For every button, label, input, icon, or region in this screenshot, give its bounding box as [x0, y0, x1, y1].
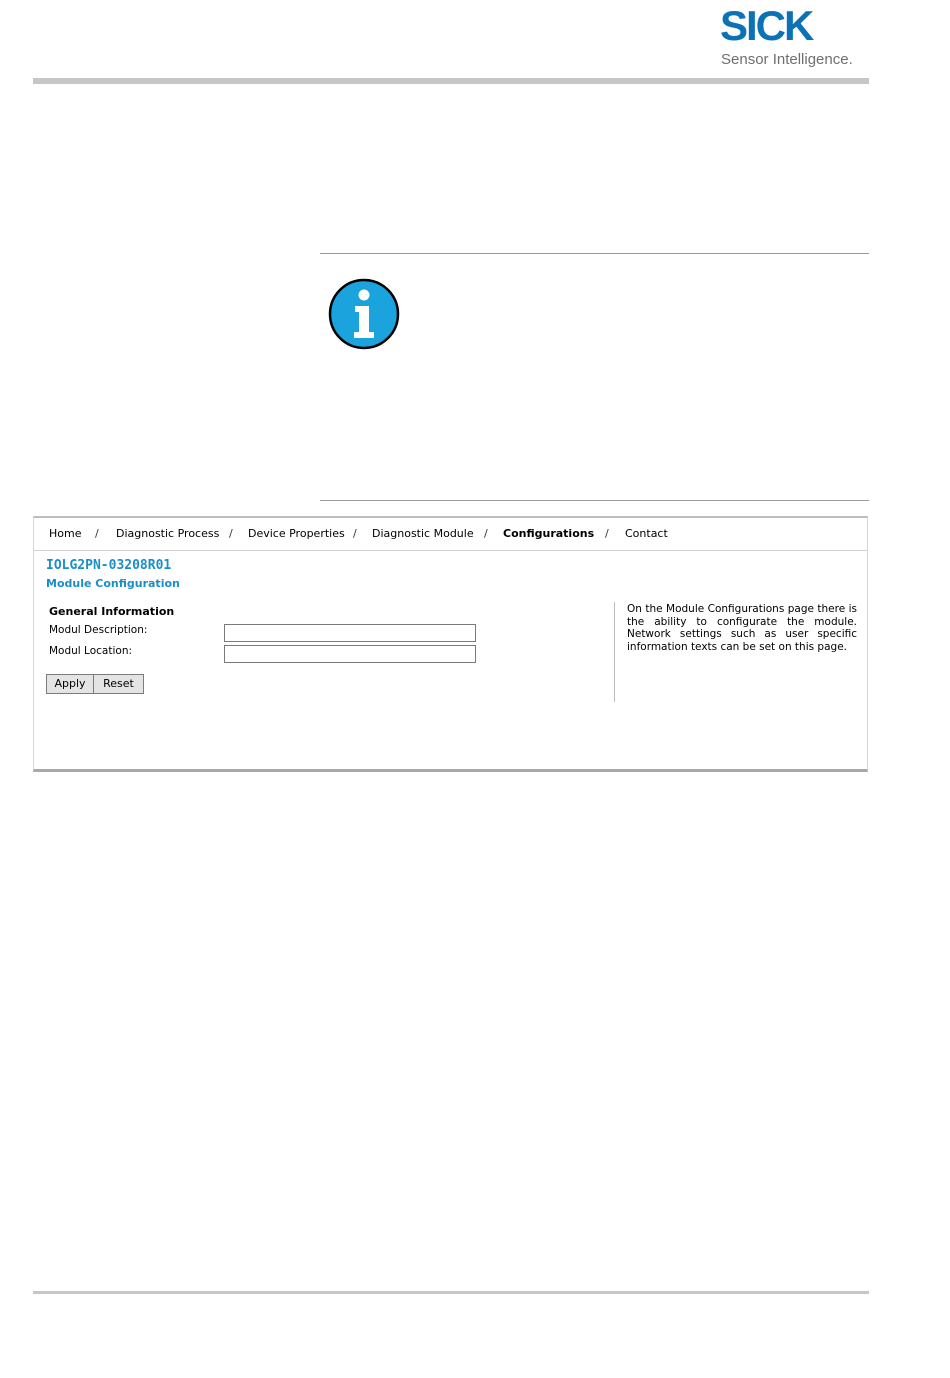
general-information-heading: General Information [49, 605, 175, 618]
nav-separator: / [605, 527, 609, 540]
note-top-rule [320, 253, 869, 254]
logo-tagline: Sensor Intelligence. [721, 51, 853, 68]
nav-separator: / [353, 527, 357, 540]
nav-home[interactable]: Home [49, 527, 82, 540]
main-navigation [34, 518, 867, 551]
nav-diagnostic-module[interactable]: Diagnostic Module [372, 527, 474, 540]
header-divider [33, 78, 869, 84]
help-text: On the Module Configurations page there is the ability to configurate the module. Network settings such as user specific information texts can be set on this page. [627, 603, 857, 653]
sick-logo [718, 4, 878, 70]
webui-screenshot [33, 516, 868, 772]
device-title: IOLG2PN-03208R01 [46, 558, 172, 573]
note-bottom-rule [320, 500, 869, 501]
modul-location-label: Modul Location: [49, 645, 133, 657]
nav-separator: / [95, 527, 99, 540]
reset-button[interactable]: Reset [93, 674, 144, 694]
modul-description-input[interactable] [224, 624, 476, 642]
page-subtitle: Module Configuration [46, 577, 180, 590]
logo-wordmark: SICK [720, 2, 813, 49]
footer-divider [33, 1291, 869, 1294]
apply-button[interactable]: Apply [46, 674, 94, 694]
modul-description-label: Modul Description: [49, 624, 148, 636]
info-icon [328, 278, 400, 350]
nav-separator: / [229, 527, 233, 540]
nav-configurations[interactable]: Configurations [503, 527, 595, 540]
nav-contact[interactable]: Contact [625, 527, 668, 540]
nav-separator: / [484, 527, 488, 540]
help-panel-divider [614, 602, 615, 702]
nav-diagnostic-process[interactable]: Diagnostic Process [116, 527, 220, 540]
modul-location-input[interactable] [224, 645, 476, 663]
nav-device-properties[interactable]: Device Properties [248, 527, 345, 540]
